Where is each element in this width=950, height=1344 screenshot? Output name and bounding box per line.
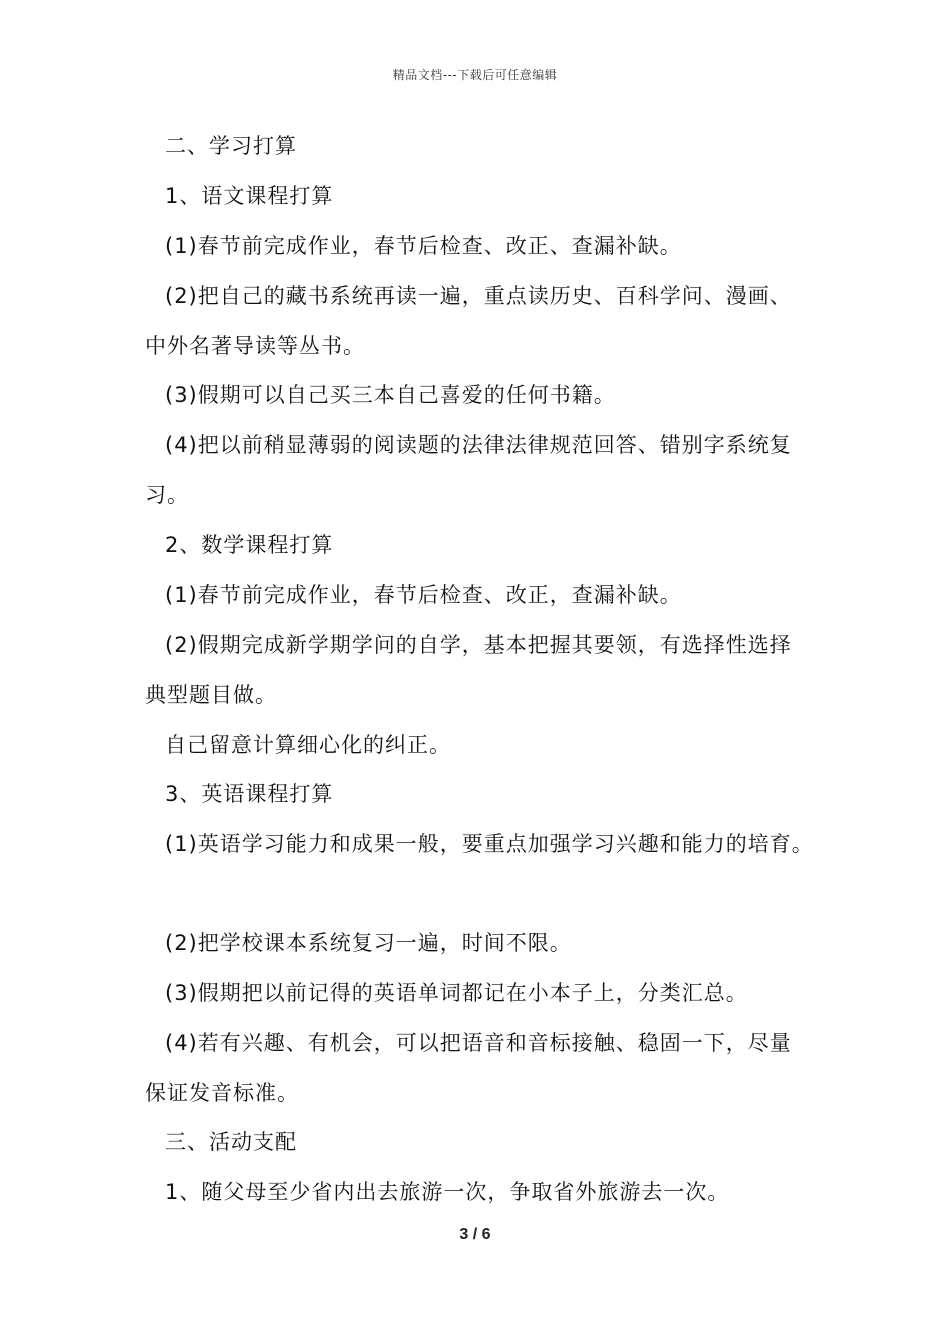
section-heading-study-plan: 二、学习打算 (165, 134, 297, 158)
paragraph-line: (1)春节前完成作业，春节后检查、改正，查漏补缺。 (165, 583, 682, 607)
paragraph-line: 保证发音标准。 (145, 1081, 299, 1105)
paragraph-line: 1、随父母至少省内出去旅游一次，争取省外旅游去一次。 (165, 1180, 730, 1204)
section-heading-activities: 三、活动支配 (165, 1130, 297, 1154)
paragraph-line: (2)假期完成新学期学问的自学，基本把握其要领，有选择性选择 (165, 633, 792, 657)
page-header: 精品文档---下载后可任意编辑 (392, 68, 558, 82)
paragraph-line: (3)假期把以前记得的英语单词都记在小本子上，分类汇总。 (165, 981, 748, 1005)
subheading-math-plan: 2、数学课程打算 (165, 533, 334, 557)
paragraph-line: (3)假期可以自己买三本自己喜爱的任何书籍。 (165, 383, 616, 407)
paragraph-line: 习。 (145, 483, 189, 507)
subheading-english-plan: 3、英语课程打算 (165, 782, 334, 806)
paragraph-line: (4)把以前稍显薄弱的阅读题的法律法律规范回答、错别字系统复 (165, 433, 792, 457)
paragraph-line: 自己留意计算细心化的纠正。 (165, 733, 451, 757)
paragraph-line: (1)春节前完成作业，春节后检查、改正、查漏补缺。 (165, 234, 682, 258)
paragraph-line: (4)若有兴趣、有机会，可以把语音和音标接触、稳固一下，尽量 (165, 1031, 792, 1055)
paragraph-line: (1)英语学习能力和成果一般，要重点加强学习兴趣和能力的培育。 (165, 832, 814, 856)
paragraph-line: (2)把自己的藏书系统再读一遍，重点读历史、百科学问、漫画、 (165, 284, 792, 308)
paragraph-line: 中外名著导读等丛书。 (145, 334, 365, 358)
page-number: 3 / 6 (459, 1226, 491, 1243)
subheading-chinese-plan: 1、语文课程打算 (165, 184, 334, 208)
paragraph-line: (2)把学校课本系统复习一遍，时间不限。 (165, 931, 572, 955)
paragraph-line: 典型题目做。 (145, 683, 277, 707)
